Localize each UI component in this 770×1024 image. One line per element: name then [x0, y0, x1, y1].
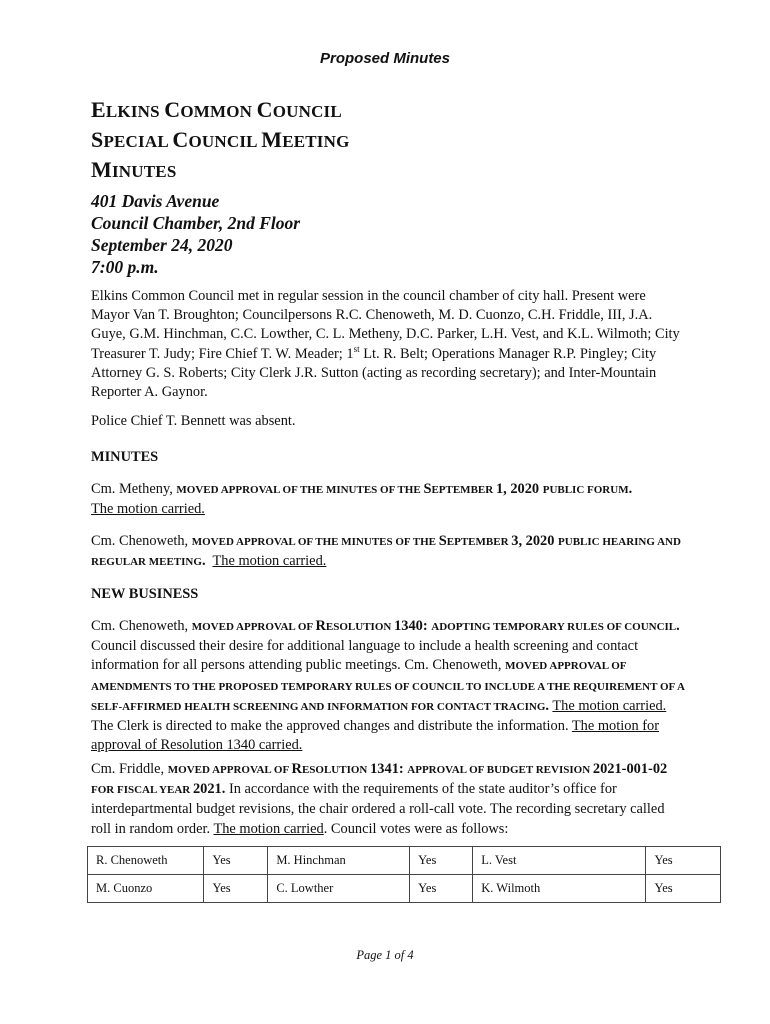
page-number: Page 1 of 4: [356, 948, 414, 962]
motion-result: The motion for approval of Resolution 1340 carried.: [91, 718, 660, 754]
title-line-1: ELKINS COMMON COUNCIL: [91, 97, 342, 122]
document-title: [91, 96, 350, 186]
resolution-1341-paragraph: Cm. Friddle, MOVED APPROVAL OF RESOLUTION 1341: APPROVAL OF BUDGET REVISION 2021-001-02 FOR FISCAL YEAR 2021. In accordance with the requirements of the state auditor’s office for interdepartmental budget revisions, the chair ordered a roll-call vote. The recording secretary called roll in random order. The motion carried. Council votes were as follows:: [91, 761, 668, 837]
table-cell: R. Chenoweth: [88, 847, 204, 875]
meeting-address: 401 Davis Avenue: [91, 191, 220, 211]
table-cell: K. Wilmoth: [473, 875, 646, 903]
meeting-room: Council Chamber, 2nd Floor: [91, 213, 301, 233]
table-row: [88, 847, 721, 875]
motion-sept1-minutes: Cm. Metheny, MOVED APPROVAL OF THE MINUTES OF THE SEPTEMBER 1, 2020 PUBLIC FORUM. The motion carried.: [91, 481, 633, 518]
table-cell: Yes: [410, 847, 473, 875]
table-cell: C. Lowther: [268, 875, 410, 903]
motion-result: The motion carried.: [212, 553, 327, 570]
table-cell: M. Cuonzo: [88, 875, 204, 903]
table-cell: L. Vest: [473, 847, 646, 875]
absent-paragraph: Police Chief T. Bennett was absent.: [91, 413, 296, 429]
motion-result: The motion carried.: [552, 697, 667, 714]
meeting-date: September 24, 2020: [91, 235, 233, 255]
new-business-heading: NEW BUSINESS: [91, 586, 199, 602]
table-cell: Yes: [410, 875, 473, 903]
table-cell: Yes: [204, 847, 268, 875]
attendance-paragraph: Elkins Common Council met in regular session in the council chamber of city hall. Present were Mayor Van T. Broughton; Councilpersons R.C. Chenoweth, M. D. Cuonzo, C.H. Friddle, III, J.A. Guye, G.M. Hinchman, C.C. Lowther, C. L. Metheny, D.C. Parker, L.H. Vest, and K.L. Wilmoth; City Treasurer T. Judy; Fire Chief T. W. Meader; 1st Lt. R. Belt; Operations Manager R.P. Pingley; City Attorney G. S. Roberts; City Clerk J.R. Sutton (acting as recording secretary); and Inter-Mountain Reporter A. Gaynor.: [91, 288, 680, 401]
table-row: [88, 875, 721, 903]
motion-result: The motion carried: [213, 820, 324, 837]
table-cell: Yes: [646, 875, 721, 903]
document-header: Proposed Minutes: [319, 50, 450, 67]
meeting-location: [91, 190, 300, 278]
roll-call-votes-table: [87, 846, 721, 903]
title-line-2: SPECIAL COUNCIL MEETING: [91, 127, 350, 152]
title-line-3: MINUTES: [91, 157, 177, 182]
table-cell: Yes: [646, 847, 721, 875]
resolution-1340-paragraph: Cm. Chenoweth, MOVED APPROVAL OF RESOLUTION 1340: ADOPTING TEMPORARY RULES OF COUNCIL. Council discussed their desire for additional language to include a health screening and contact information for all persons attending public meetings. Cm. Chenoweth, MOVED APPROVAL OF AMENDMENTS TO THE PROPOSED TEMPORARY RULES OF COUNCIL TO INCLUDE A THE REQUIREMENT OF A SELF-AFFIRMED HEALTH SCREENING AND INFORMATION FOR CONTACT TRACING. The motion carried. The Clerk is directed to make the approved changes and distribute the information. The motion for approval of Resolution 1340 carried.: [91, 618, 685, 754]
motion-result: The motion carried.: [91, 501, 205, 518]
table-cell: M. Hinchman: [268, 847, 410, 875]
motion-sept3-minutes: Cm. Chenoweth, MOVED APPROVAL OF THE MINUTES OF THE SEPTEMBER 3, 2020 PUBLIC HEARING AND REGULAR MEETING. The motion carried.: [91, 533, 681, 570]
meeting-time: 7:00 p.m.: [91, 257, 159, 277]
minutes-heading: MINUTES: [91, 449, 159, 465]
table-cell: Yes: [204, 875, 268, 903]
